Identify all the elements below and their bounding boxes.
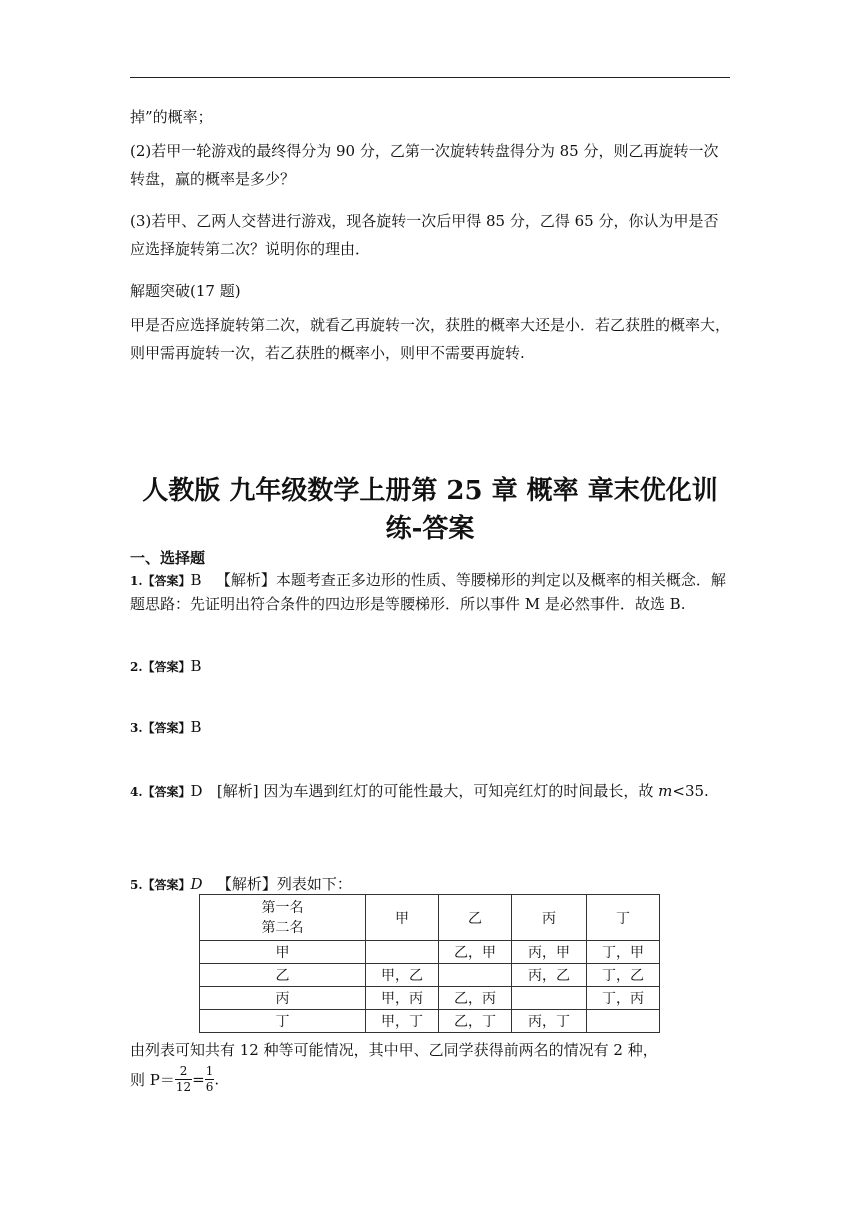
answer-3 — [130, 717, 730, 738]
formula-suffix: . — [214, 1070, 220, 1089]
answer-1 — [130, 569, 730, 616]
ranking-table — [199, 894, 660, 1033]
fraction-denominator: 6 — [205, 1080, 214, 1094]
table-row — [200, 987, 660, 1010]
table-cell — [587, 1010, 660, 1033]
conclusion-text: 由列表可知共有 12 种等可能情况，其中甲、乙同学获得前两名的情况有 2 种， — [130, 1041, 658, 1059]
table-header-row — [200, 895, 660, 941]
fraction-numerator: 2 — [175, 1064, 192, 1080]
answers-title: 人教版 九年级数学上册第 25 章 概率 章末优化训练-答案 — [142, 476, 718, 544]
table-cell: 乙，丙 — [439, 987, 512, 1010]
table-cell: 丁，丙 — [587, 987, 660, 1010]
fraction-1-over-6 — [205, 1064, 215, 1095]
table-cell: 甲，丁 — [366, 1010, 439, 1033]
fraction-numerator: 1 — [205, 1064, 214, 1078]
equals-sign: = — [192, 1070, 205, 1089]
table-corner-cell — [200, 895, 366, 941]
table-row — [200, 964, 660, 987]
column-header: 丁 — [587, 895, 660, 941]
answer-number: 1. — [130, 574, 143, 588]
answer-analysis: [解析] 因为车遇到红灯的可能性最大，可知亮红灯的时间最长，故 — [216, 782, 659, 800]
table-cell — [366, 941, 439, 964]
answer-tag: 【答案】 — [142, 660, 191, 674]
answer-number: 4. — [130, 785, 143, 799]
answer-letter: B — [190, 718, 202, 736]
table-cell: 丙，丁 — [512, 1010, 587, 1033]
answer-4 — [130, 776, 730, 808]
table-cell: 丁，甲 — [587, 941, 660, 964]
fraction-denominator: 12 — [175, 1080, 192, 1094]
answer-letter: B — [190, 657, 202, 675]
answer-tag: 【答案】 — [142, 878, 191, 892]
answer-tag: 【答案】 — [142, 574, 191, 588]
answer-analysis-end: <35. — [672, 782, 709, 800]
row-header: 甲 — [200, 941, 366, 964]
corner-top-label: 第一名 — [261, 899, 304, 916]
table-cell: 丙，乙 — [512, 964, 587, 987]
answer-number: 5. — [130, 878, 143, 892]
question-2-text: (2)若甲一轮游戏的最终得分为 90 分，乙第一次旋转转盘得分为 85 分，则乙再旋转一次转盘，赢的概率是多少？ — [130, 142, 719, 188]
table-cell: 丙，甲 — [512, 941, 587, 964]
corner-bottom-label: 第二名 — [261, 919, 304, 936]
column-header: 丙 — [512, 895, 587, 941]
answer-letter: B — [190, 571, 202, 589]
section-title: 一、选择题 — [130, 549, 206, 567]
row-header: 丙 — [200, 987, 366, 1010]
table-cell: 乙，丁 — [439, 1010, 512, 1033]
column-header: 甲 — [366, 895, 439, 941]
variable-m: m — [658, 782, 673, 800]
answer-tag: 【答案】 — [142, 721, 191, 735]
answer-analysis: 【解析】本题考查正多边形的性质、等腰梯形的判定以及概率的相关概念．解题思路：先证明出符合条件的四边形是等腰梯形．所以事件 M 是必然事件．故选 B. — [130, 571, 726, 613]
answer-tag: 【答案】 — [142, 785, 191, 799]
answer-letter: D — [190, 782, 203, 800]
table-cell — [439, 964, 512, 987]
table-cell — [512, 987, 587, 1010]
column-header: 乙 — [439, 895, 512, 941]
fraction-2-over-12 — [175, 1064, 192, 1095]
answer-5 — [130, 874, 730, 895]
answer-analysis: 【解析】列表如下： — [216, 875, 352, 893]
table-row — [200, 1010, 660, 1033]
answer-number: 3. — [130, 721, 143, 735]
row-header: 乙 — [200, 964, 366, 987]
breakthrough-label: 解题突破(17 题) — [130, 282, 241, 300]
answer-2 — [130, 656, 730, 677]
header-rule — [130, 77, 730, 78]
table-cell: 甲，乙 — [366, 964, 439, 987]
table-cell: 乙，甲 — [439, 941, 512, 964]
question-1-continuation: 掉”的概率； — [130, 108, 213, 126]
question-3-text: (3)若甲、乙两人交替进行游戏，现各旋转一次后甲得 85 分，乙得 65 分，你认为甲是否应选择旋转第二次？说明你的理由． — [130, 212, 719, 258]
answer-letter: D — [190, 875, 203, 893]
answer-number: 2. — [130, 660, 143, 674]
table-cell: 丁，乙 — [587, 964, 660, 987]
probability-formula — [130, 1064, 219, 1104]
breakthrough-text: 甲是否应选择旋转第二次，就看乙再旋转一次，获胜的概率大还是小．若乙获胜的概率大，则甲需再旋转一次，若乙获胜的概率小，则甲不需要再旋转. — [130, 316, 731, 362]
row-header: 丁 — [200, 1010, 366, 1033]
table-cell: 甲，丙 — [366, 987, 439, 1010]
formula-prefix: 则 P＝ — [130, 1071, 175, 1089]
table-row — [200, 941, 660, 964]
